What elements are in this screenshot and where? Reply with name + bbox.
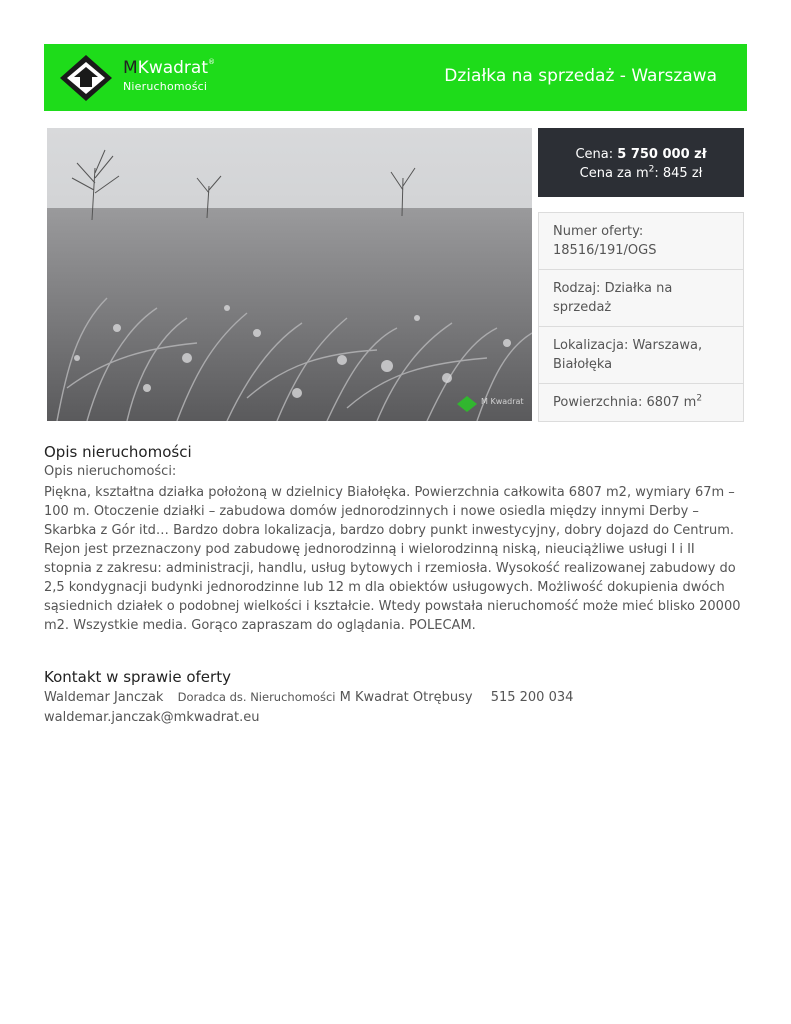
offer-details — [538, 212, 744, 422]
offer-area — [539, 383, 743, 421]
price-label: Cena: — [575, 147, 614, 162]
contact-name: Waldemar Janczak — [44, 690, 164, 705]
contact-phone[interactable]: 515 200 034 — [490, 690, 574, 705]
logo-subtitle: Nieruchomości — [123, 80, 208, 93]
contact-email[interactable]: waldemar.janczak@mkwadrat.eu — [44, 710, 260, 725]
contact-title: Kontakt w sprawie oferty — [44, 668, 231, 686]
price-box — [538, 128, 744, 197]
price-per-m2-line — [538, 164, 744, 183]
offer-type: Rodzaj: Działka na sprzedaż — [539, 269, 743, 326]
contact-role: Doradca ds. Nieruchomości — [177, 690, 336, 704]
page-title: Działka na sprzedaż - Warszawa — [444, 66, 717, 86]
property-photo — [47, 128, 532, 421]
price-value: 5 750 000 zł — [617, 147, 707, 162]
m-kwadrat-logo-icon — [58, 53, 114, 103]
page-header — [44, 44, 747, 111]
price-line — [538, 145, 744, 164]
price-per-m2-label: Cena za m — [579, 166, 649, 181]
price-per-m2-value: : 845 zł — [654, 166, 703, 181]
contact-line — [44, 690, 573, 705]
offer-area-sup: 2 — [696, 393, 703, 404]
price-per-m2-sup: 2 — [648, 164, 655, 175]
description-title: Opis nieruchomości — [44, 443, 192, 461]
logo-wordmark: MKwadrat® — [123, 58, 216, 78]
photo-watermark: M Kwadrat — [481, 397, 524, 406]
offer-location: Lokalizacja: Warszawa, Białołęka — [539, 326, 743, 383]
description-text: Piękna, kształtna działka położoną w dzielnicy Białołęka. Powierzchnia całkowita 6807 m2, wymiary 67m – 100 m. Otoczenie działki – zabudowa domów jednorodzinnych i nowe osiedla między innymi Derby – Skarbka z Gór itd… Bardzo dobra lokalizacja, bardzo dobry punkt inwestycyjny, dobry dojazd do Centrum. Rejon jest przeznaczony pod zabudowę jednorodzinną i wielorodzinną niską, nieuciążliwe usługi I i II stopnia z zakresu: administracji, handlu, usług bytowych i rzemiosła. Wysokość realizowanej zabudowy do 2,5 kondygnacji budynki jednorodzinne lub 12 m dla obiektów usługowych. Możliwość dokupienia dwóch sąsiednich działek o podobnej wielkości i kształcie. Wtedy powstała nieruchomość może mieć blisko 20000 m2. Wszystkie media. Gorąco zapraszam do oglądania. POLECAM. — [44, 485, 741, 633]
offer-area-label: Powierzchnia: 6807 m — [553, 395, 697, 410]
contact-company: M Kwadrat Otrębusy — [339, 690, 473, 705]
frosted-grass-photo-icon — [47, 128, 532, 421]
description-subtitle: Opis nieruchomości: — [44, 464, 177, 479]
offer-number: Numer oferty: 18516/191/OGS — [553, 224, 657, 258]
